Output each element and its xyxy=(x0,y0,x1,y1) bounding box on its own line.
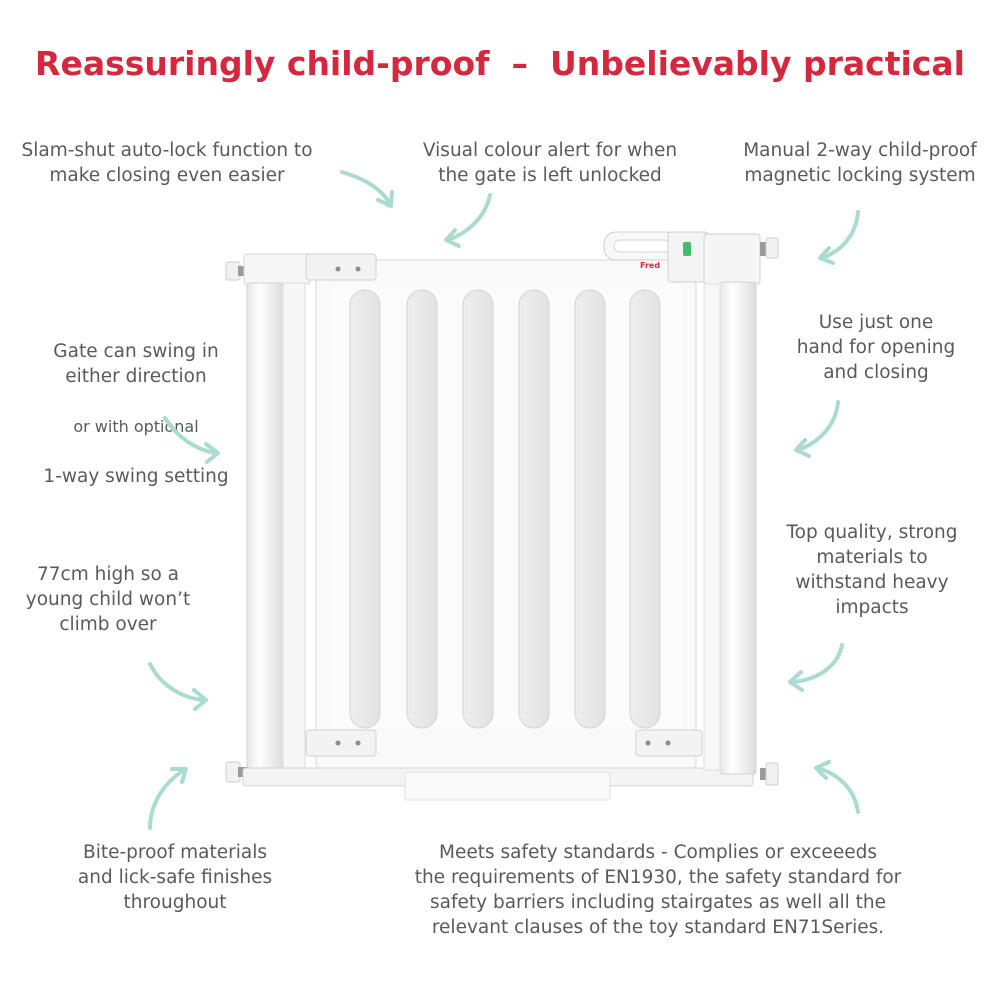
arrow-icon-safety-standards xyxy=(816,762,858,812)
arrow-icon-bite-proof xyxy=(150,769,186,828)
feature-auto-lock: Slam-shut auto-lock function to make closing even easier xyxy=(21,140,313,186)
arrow-icon-colour-alert xyxy=(446,195,490,246)
feature-magnetic-lock: Manual 2-way child-proof magnetic locking system xyxy=(743,140,977,186)
arrow-icon-swing xyxy=(165,418,218,462)
arrow-icon-magnetic-lock xyxy=(820,212,858,263)
feature-bite-proof: Bite-proof materials and lick-safe finishes throughout xyxy=(77,842,273,913)
feature-swing-line2: or with optional xyxy=(73,417,199,436)
arrow-icon-one-hand xyxy=(796,402,838,456)
headline-right: Unbelievably practical xyxy=(549,44,965,83)
feature-swing-line3: 1-way swing setting xyxy=(43,466,229,487)
brand-label: Fred xyxy=(640,261,661,270)
headline-left: Reassuringly child-proof xyxy=(35,44,490,83)
feature-colour-alert: Visual colour alert for when the gate is left unlocked xyxy=(422,140,678,186)
feature-height: 77cm high so a young child won’t climb over xyxy=(25,564,191,635)
arrow-icon-auto-lock xyxy=(342,172,392,206)
feature-materials: Top quality, strong materials to withstand heavy impacts xyxy=(786,522,958,618)
feature-one-hand: Use just one hand for opening and closing xyxy=(796,312,956,383)
feature-safety-standards: Meets safety standards - Complies or exceeeds the requirements of EN1930, the safety standard for safety barriers including stairgates as well all the relevant clauses of the toy standard EN71Series. xyxy=(414,842,902,938)
headline-separator: – xyxy=(511,44,528,83)
arrow-icon-height xyxy=(150,664,206,709)
feature-swing-line1: Gate can swing in either direction xyxy=(53,341,219,387)
arrow-icon-materials xyxy=(790,645,842,690)
